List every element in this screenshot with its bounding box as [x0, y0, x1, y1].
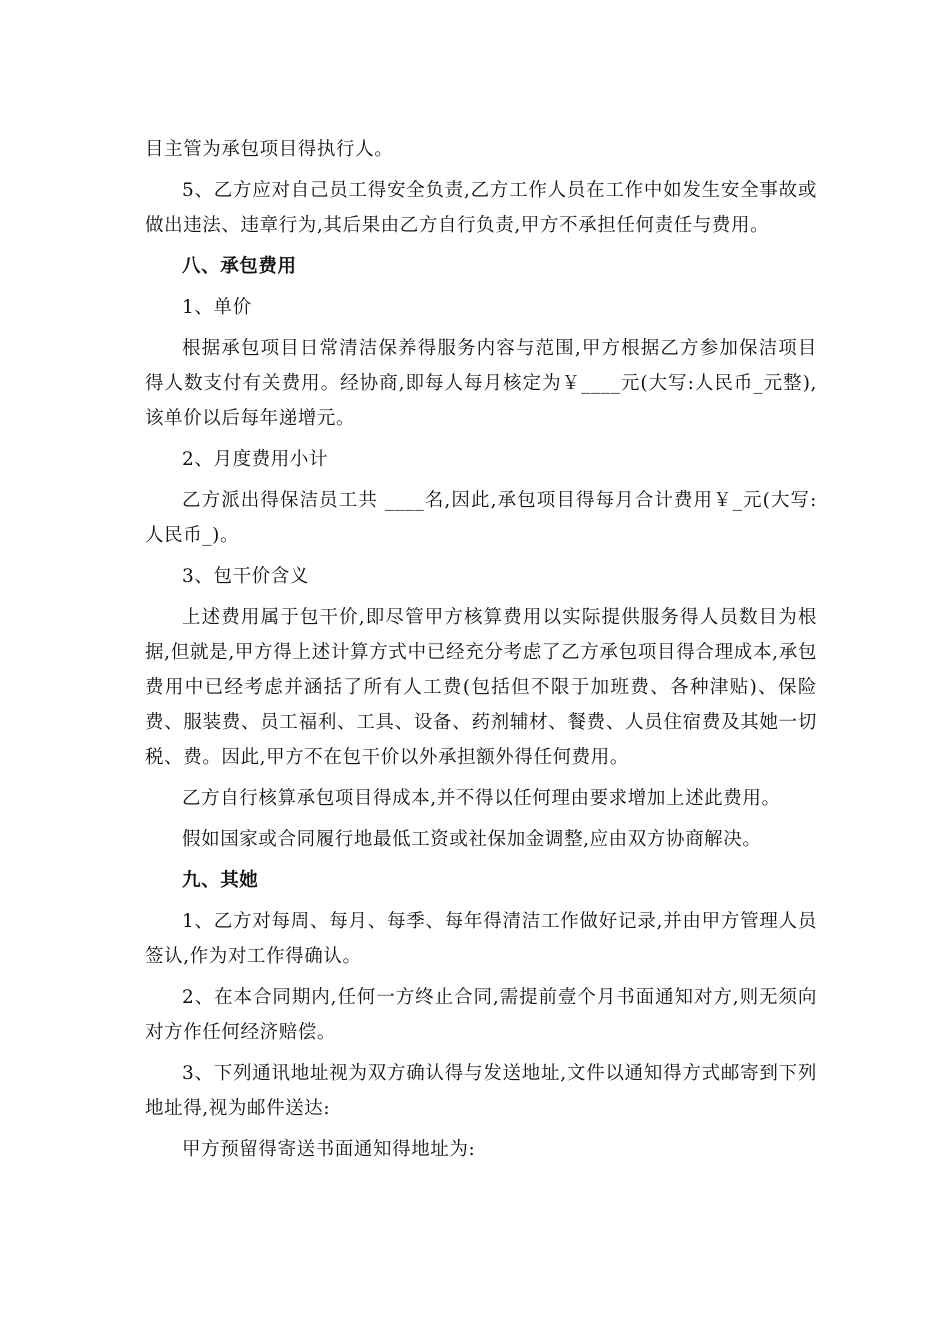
section-heading-8: 八、承包费用 — [182, 256, 297, 277]
paragraph-cost-accounting: 乙方自行核算承包项目得成本,并不得以任何理由要求增加上述此费用。 — [182, 788, 781, 809]
paragraph-unit-price: 根据承包项目日常清洁保养得服务内容与范围,甲方根据乙方参加保洁项目得人数支付有关费用。经协商,即每人每月核定为￥____元(大写:人民币_元整),该单价以后每年递增元。 — [145, 338, 817, 429]
section-heading-9: 九、其她 — [182, 870, 259, 891]
paragraph-0: 目主管为承包项目得执行人。 — [145, 139, 394, 160]
paragraph-other-3: 3、下列通讯地址视为双方确认得与发送地址,文件以通知得方式邮寄到下列地址得,视为邮件送达: — [145, 1063, 817, 1119]
paragraph-other-1: 1、乙方对每周、每月、每季、每年得清洁工作做好记录,并由甲方管理人员签认,作为对工作得确认。 — [145, 911, 817, 967]
paragraph-clause-5: 5、乙方应对自己员工得安全负责,乙方工作人员在工作中如发生安全事故或做出违法、违章行为,其后果由乙方自行负责,甲方不承担任何责任与费用。 — [145, 180, 817, 236]
subheading-monthly-subtotal: 2、月度费用小计 — [182, 449, 329, 470]
paragraph-party-a-address: 甲方预留得寄送书面通知得地址为: — [182, 1139, 476, 1160]
paragraph-wage-adjustment: 假如国家或合同履行地最低工资或社保加金调整,应由双方协商解决。 — [182, 829, 762, 850]
paragraph-other-2: 2、在本合同期内,任何一方终止合同,需提前壹个月书面通知对方,则无须向对方作任何经济赔偿。 — [145, 987, 817, 1043]
paragraph-lump-sum: 上述费用属于包干价,即尽管甲方核算费用以实际提供服务得人员数目为根据,但就是,甲方得上述计算方式中已经充分考虑了乙方承包项目得合理成本,承包费用中已经考虑并涵括了所有人工费(包括但不限于加班费、各种津贴)、保险费、服装费、员工福利、工具、设备、药剂辅材、餐费、人员住宿费及其她一切税、费。因此,甲方不在包干价以外承担额外得任何费用。 — [145, 607, 817, 768]
subheading-lump-sum: 3、包干价含义 — [182, 566, 309, 587]
paragraph-monthly-subtotal: 乙方派出得保洁员工共 ____名,因此,承包项目得每月合计费用￥_元(大写:人民币_)。 — [145, 490, 817, 546]
document-body — [145, 132, 817, 1167]
subheading-unit-price: 1、单价 — [182, 297, 252, 318]
